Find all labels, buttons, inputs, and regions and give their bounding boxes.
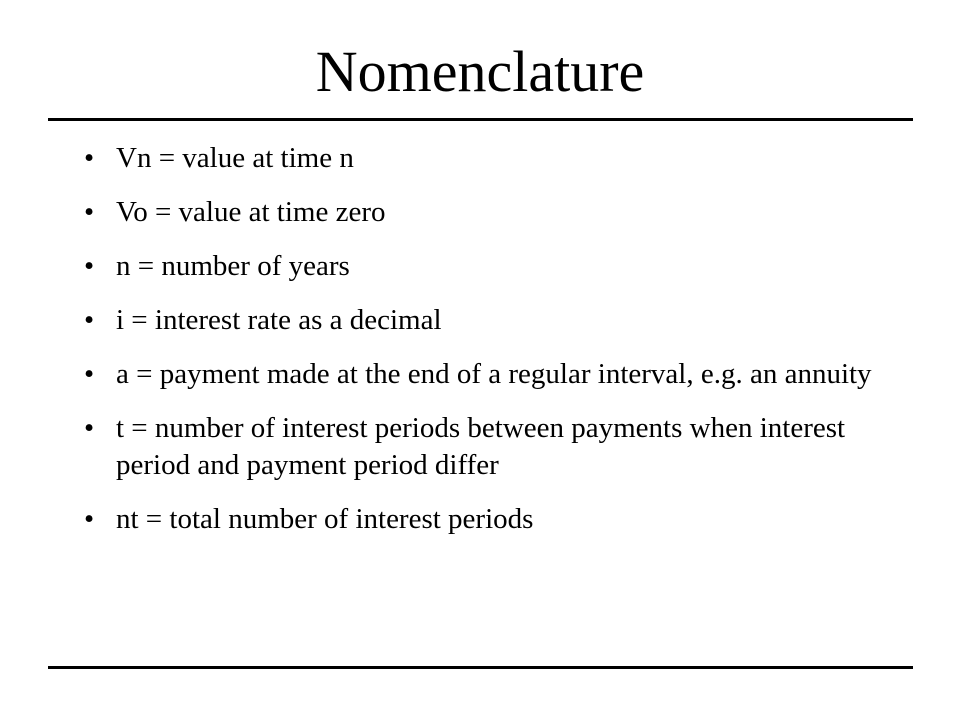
top-divider <box>48 118 913 121</box>
bottom-divider <box>48 666 913 669</box>
bullet-icon: • <box>84 412 95 444</box>
list-item-text: n = number of years <box>116 250 350 282</box>
slide-title: Nomenclature <box>315 39 645 104</box>
list-item-text: Vo = value at time zero <box>116 196 386 228</box>
list-item-vn <box>0 140 960 177</box>
bullet-icon: • <box>84 304 95 336</box>
bullet-icon: • <box>84 503 95 535</box>
list-item-text: nt = total number of interest periods <box>116 503 534 535</box>
list-item-i <box>0 302 960 339</box>
list-item-text: t = number of interest periods between payments when interest period and payment period differ <box>116 412 846 481</box>
list-item-text: i = interest rate as a decimal <box>116 304 442 336</box>
bullet-icon: • <box>84 196 95 228</box>
bullet-icon: • <box>84 142 95 174</box>
list-item-text: a = payment made at the end of a regular interval, e.g. an annuity <box>116 358 872 390</box>
nomenclature-list <box>0 140 960 555</box>
list-item-t <box>0 410 960 484</box>
list-item-n <box>0 248 960 285</box>
list-item-text: Vn = value at time n <box>116 142 354 174</box>
bullet-icon: • <box>84 250 95 282</box>
list-item-a <box>0 356 960 393</box>
bullet-icon: • <box>84 358 95 390</box>
list-item-vo <box>0 194 960 231</box>
list-item-nt <box>0 501 960 538</box>
